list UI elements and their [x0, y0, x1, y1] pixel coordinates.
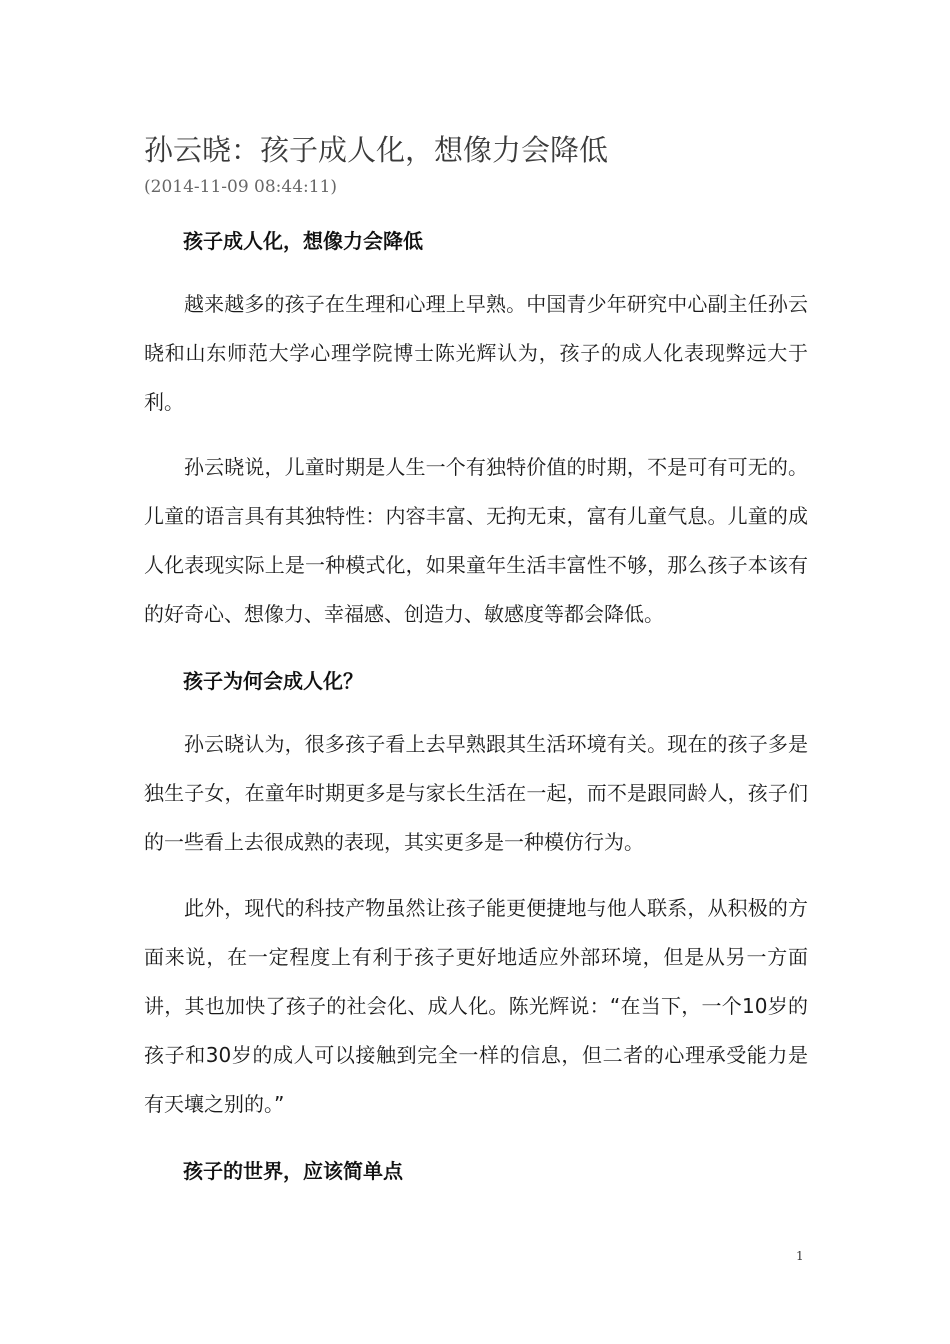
section-heading-2: 孩子为何会成人化？ [183, 669, 363, 693]
paragraph-2: 孙云晓说，儿童时期是人生一个有独特价值的时期，不是可有可无的。儿童的语言具有其独特性：内容丰富、无拘无束，富有儿童气息。儿童的成人化表现实际上是一种模式化，如果童年生活丰富性不够，那么孩子本该有的好奇心、想像力、幸福感、创造力、敏感度等都会降低。 [144, 455, 808, 626]
article-date: (2014-11-09 08:44:11) [144, 177, 338, 197]
section-heading-3: 孩子的世界，应该简单点 [183, 1159, 403, 1183]
paragraph-4: 此外，现代的科技产物虽然让孩子能更便捷地与他人联系，从积极的方面来说，在一定程度上有利于孩子更好地适应外部环境，但是从另一方面讲，其也加快了孩子的社会化、成人化。陈光辉说：“在当下，一个10岁的孩子和30岁的成人可以接触到完全一样的信息，但二者的心理承受能力是有天壤之别的。” [144, 896, 808, 1116]
paragraph-1: 越来越多的孩子在生理和心理上早熟。中国青少年研究中心副主任孙云晓和山东师范大学心理学院博士陈光辉认为，孩子的成人化表现弊远大于利。 [144, 292, 808, 414]
page-number: 1 [796, 1249, 804, 1263]
paragraph-3: 孙云晓认为，很多孩子看上去早熟跟其生活环境有关。现在的孩子多是独生子女，在童年时期更多是与家长生活在一起，而不是跟同龄人，孩子们的一些看上去很成熟的表现，其实更多是一种模仿行为。 [144, 732, 808, 854]
section-heading-1: 孩子成人化，想像力会降低 [183, 229, 423, 253]
article-title: 孙云晓：孩子成人化，想像力会降低 [144, 133, 609, 167]
